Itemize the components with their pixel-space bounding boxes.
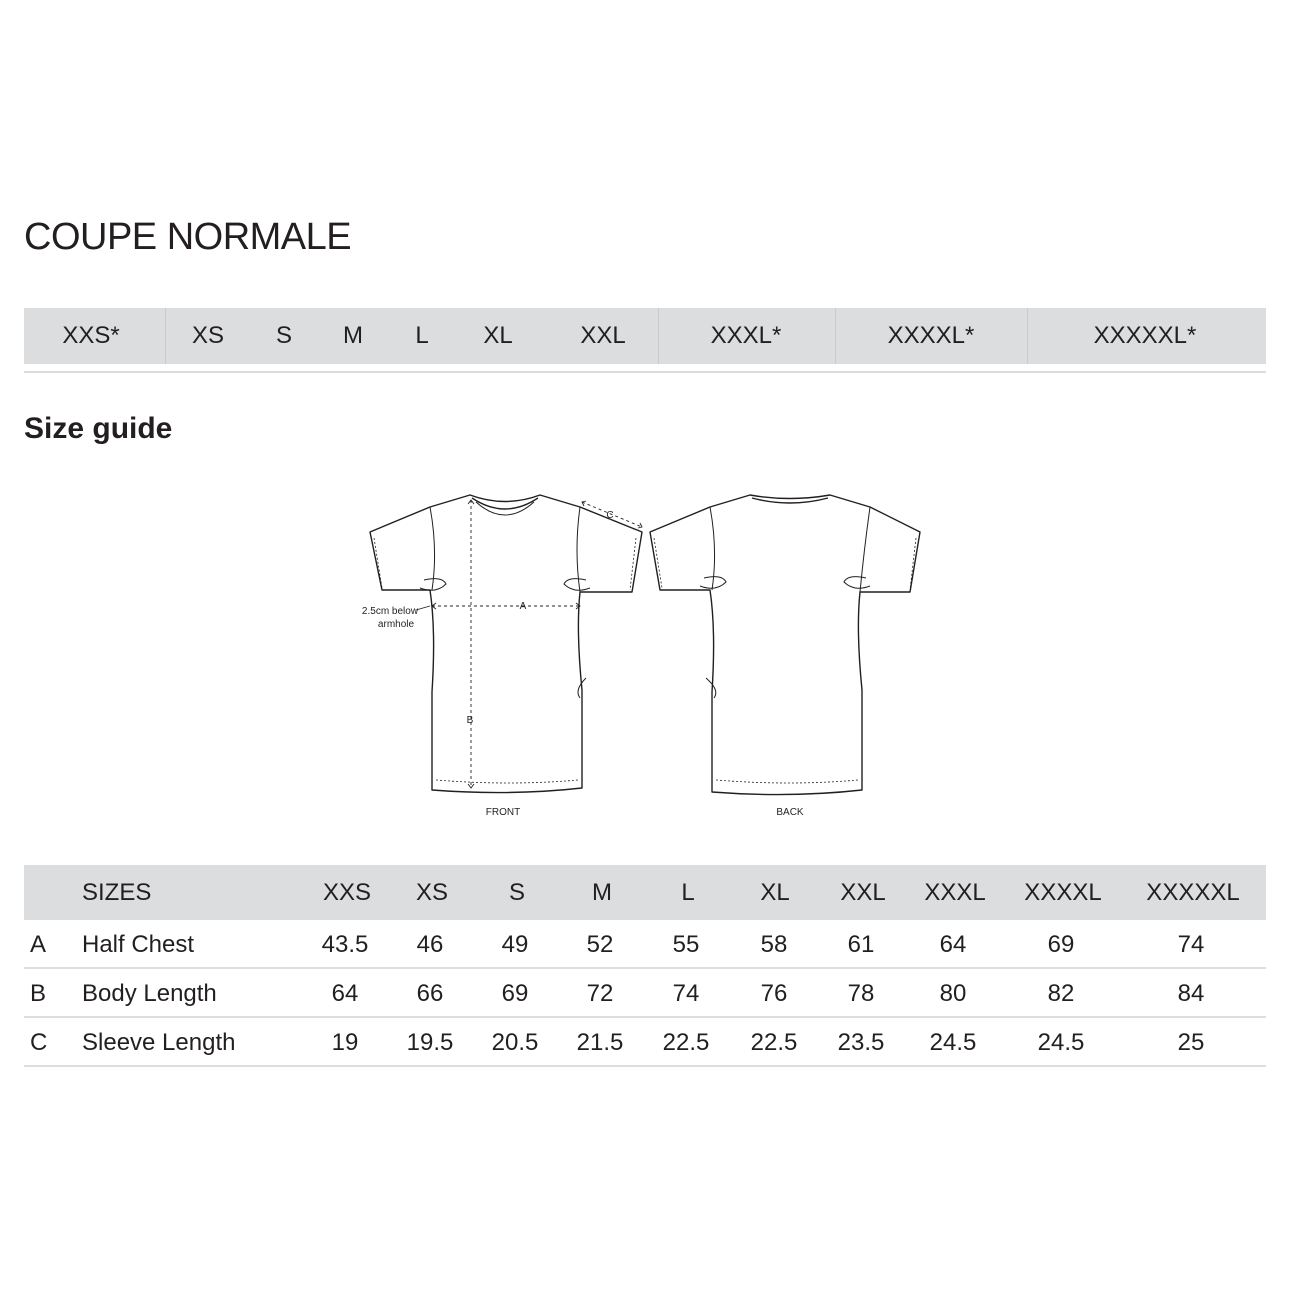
table-cell: 69 [1047, 931, 1075, 958]
column-header-size: XS [415, 879, 449, 906]
size-chip-xxs: XXS* [62, 322, 120, 349]
table-cell: 24.5 [1037, 1029, 1085, 1056]
row-code: C [30, 1029, 48, 1056]
page-title: COUPE NORMALE [24, 216, 352, 258]
marker-b-label: B [466, 715, 474, 726]
table-cell: 22.5 [750, 1029, 798, 1056]
table-cell: 84 [1177, 980, 1205, 1007]
column-header-size: XXXXXL [1146, 879, 1240, 906]
table-cell: 46 [416, 931, 444, 958]
table-cell: 76 [760, 980, 788, 1007]
table-cell: 19 [331, 1029, 359, 1056]
size-chip-m: M [343, 322, 363, 349]
table-cell: 19.5 [406, 1029, 454, 1056]
row-label: Sleeve Length [82, 1029, 236, 1056]
table-cell: 20.5 [491, 1029, 539, 1056]
size-chip-xxxxxl: XXXXXL* [1093, 322, 1197, 349]
size-divider [1027, 308, 1028, 364]
size-divider [835, 308, 836, 364]
front-label: FRONT [485, 807, 521, 818]
column-header-size: L [681, 879, 695, 906]
table-cell: 82 [1047, 980, 1075, 1007]
column-header-size: S [508, 879, 526, 906]
table-cell: 22.5 [662, 1029, 710, 1056]
table-cell: 64 [939, 931, 967, 958]
size-chip-l: L [415, 322, 429, 349]
table-row [24, 1018, 1266, 1067]
size-chip-xl: XL [483, 322, 513, 349]
table-header-row [24, 865, 1266, 920]
table-cell: 43.5 [321, 931, 369, 958]
table-cell: 72 [586, 980, 614, 1007]
table-row [24, 920, 1266, 969]
table-cell: 74 [672, 980, 700, 1007]
size-chip-xs: XS [191, 322, 225, 349]
tshirt-measurement-diagram [350, 480, 950, 830]
table-cell: 55 [672, 931, 700, 958]
table-cell: 25 [1177, 1029, 1205, 1056]
size-divider [658, 308, 659, 364]
table-cell: 78 [847, 980, 875, 1007]
row-code: A [30, 931, 47, 958]
table-cell: 64 [331, 980, 359, 1007]
column-header-size: M [592, 879, 612, 906]
column-header-size: XXL [840, 879, 886, 906]
column-header-sizes: SIZES [82, 879, 152, 906]
column-header-size: XL [760, 879, 790, 906]
column-header-size: XXXL [924, 879, 986, 906]
size-chip-xxxl: XXXL* [710, 322, 782, 349]
back-label: BACK [776, 807, 804, 818]
row-label: Body Length [82, 980, 217, 1007]
table-cell: 52 [586, 931, 614, 958]
table-cell: 74 [1177, 931, 1205, 958]
size-chip-xxxxl: XXXXL* [887, 322, 975, 349]
section-title: Size guide [24, 412, 173, 445]
size-divider [165, 308, 166, 364]
size-bar-rule [24, 371, 1266, 373]
table-cell: 21.5 [576, 1029, 624, 1056]
table-cell: 23.5 [837, 1029, 885, 1056]
table-cell: 61 [847, 931, 875, 958]
front-tshirt-icon [370, 495, 642, 793]
armhole-note-line-2: armhole [377, 619, 415, 630]
column-header-size: XXS [322, 879, 372, 906]
table-cell: 66 [416, 980, 444, 1007]
armhole-note-line-1: 2.5cm below [361, 606, 419, 617]
table-cell: 58 [760, 931, 788, 958]
table-row [24, 969, 1266, 1018]
column-header-size: XXXXL [1024, 879, 1102, 906]
back-tshirt-icon [650, 495, 920, 795]
size-chip-s: S [275, 322, 293, 349]
table-cell: 49 [501, 931, 529, 958]
size-table [24, 865, 1266, 1067]
table-cell: 80 [939, 980, 967, 1007]
marker-a-label: A [519, 601, 527, 612]
row-label: Half Chest [82, 931, 195, 958]
size-chip-xxl: XXL [580, 322, 626, 349]
row-code: B [30, 980, 47, 1007]
available-sizes-bar [24, 308, 1266, 364]
table-cell: 69 [501, 980, 529, 1007]
marker-c-label: C [606, 510, 614, 521]
table-cell: 24.5 [929, 1029, 977, 1056]
